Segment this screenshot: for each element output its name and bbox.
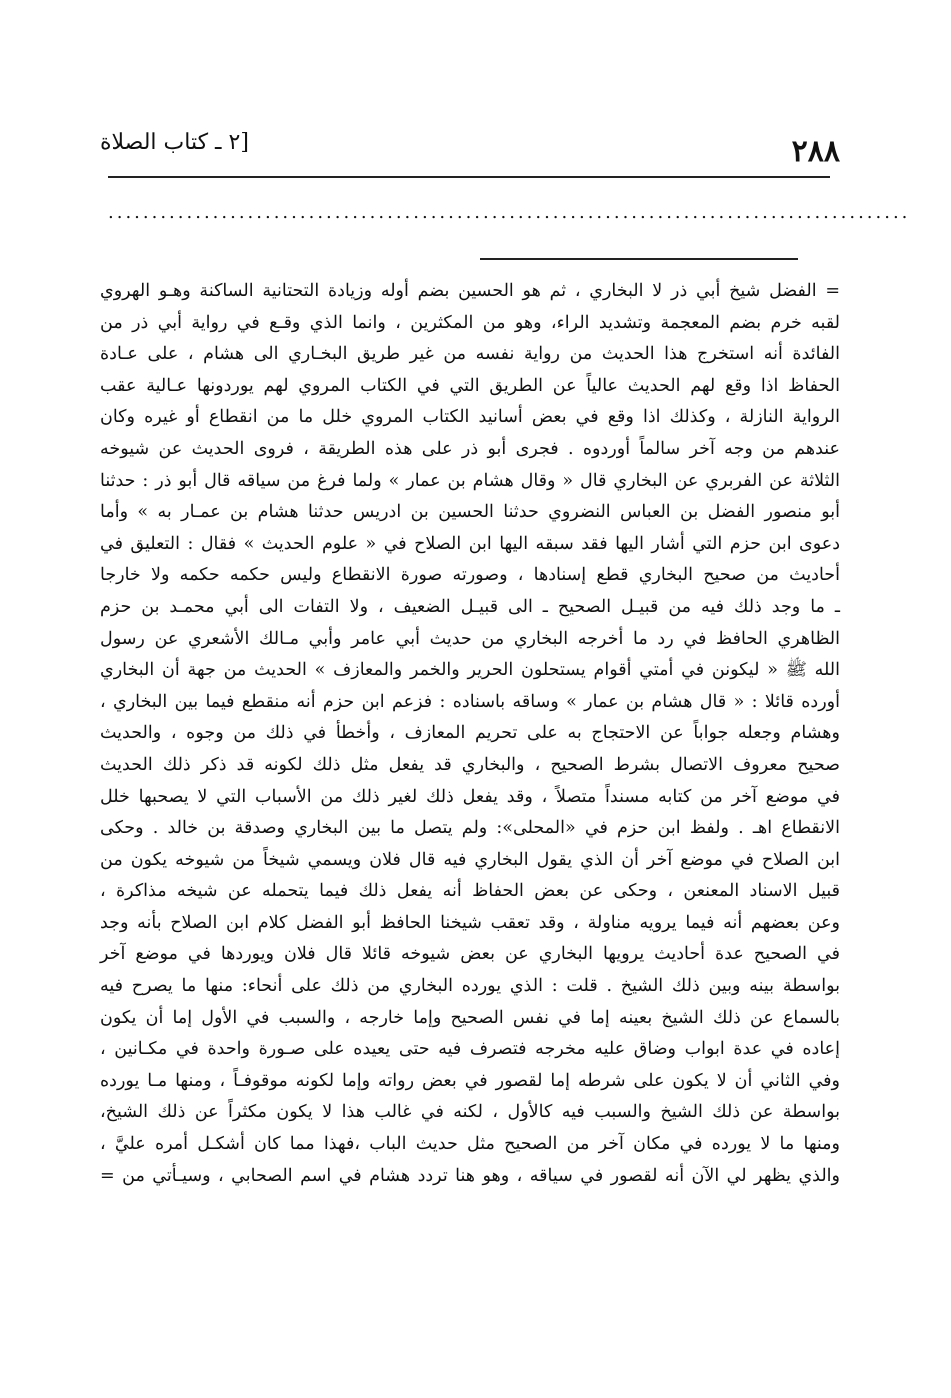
text-line: قبيل الاسناد المعنعن ، وحكى عن بعض الحفاظ أنه يفعل ذلك فيما يتحمله عن شيخه مذاكرة ، xyxy=(100,881,840,902)
text-line: وهشام وجعله جواباً عن الاحتجاج به على تحريم المعازف ، وأخطأ في ذلك من وجوه ، والحديث xyxy=(100,723,840,744)
text-line: وعن بعضهم أنه فيما يرويه مناولة ، وقد تعقب شيخنا الحافظ أبو الفضل كلام ابن الصلاح بأنه وجد xyxy=(100,912,840,933)
text-line: صحيح معروف الاتصال بشرط الصحيح ، والبخاري قد يفعل مثل ذلك لكونه قد ذكر ذلك الحديث xyxy=(100,754,840,775)
footnote-rule xyxy=(480,258,798,260)
page-header xyxy=(100,128,840,172)
text-line: ابن الصلاح في موضع آخر أن الذي يقول البخاري فيه قال فلان ويسمي شيخاً من شيوخه يكون من xyxy=(100,849,840,870)
text-line: إعاده في عدة ابواب وضاق عليه مخرجه فتصرف فيه حتى يعيده على صـورة واحدة في مكـانين ، xyxy=(100,1039,840,1060)
footnote-body xyxy=(100,276,840,1192)
text-line: ومنها ما لا يورده في مكان آخر من الصحيح مثل حديث الباب ،فهذا مما كان أشكـل أمره عليَّ ، xyxy=(100,1134,840,1155)
text-line: ـ ما وجد ذلك فيه من قبيـل الصحيح ـ الى قبيـل الضعيف ، ولا التفات الى أبي محمـد بن حزم xyxy=(100,596,840,617)
text-line: الفائدة أنه استخرج هذا الحديث من رواية نفسه من غير طريق البخـاري الى هشام ، على عـادة xyxy=(100,344,840,365)
text-line: الثلاثة عن الفربري عن البخاري قال « وقال هشام بن عمار » ولما فرغ من سياقه قال أبو ذر : حدثنا xyxy=(100,470,840,491)
text-line: الانقطاع اهـ . ولفظ ابن حزم في «المحلى»: ولم يتصل ما بين البخاري وصدقة بن خالد . وحكى xyxy=(100,818,840,839)
text-line: أبو منصور الفضل بن العباس النضروي حدثنا الحسين بن ادريس حدثنا هشام بن عمـار به » وأما xyxy=(100,502,840,523)
page-number: ٢٨٨ xyxy=(791,134,840,169)
text-line: الحفاظ اذا وقع لهم الحديث عالياً عن الطريق التي في الكتاب المروي لهم يوردونها عـالية عقب xyxy=(100,375,840,396)
text-line: بواسطة بينه وبين ذلك الشيخ . قلت : الذي يورده البخاري من ذلك على أنحاء: منها ما يصرح فيه xyxy=(100,976,840,997)
text-line: عندهم من وجه آخر سالماً أوردوه . فجرى أبو ذر على هذه الطريقة ، فروى الحديث عن شيوخه xyxy=(100,438,840,459)
text-line: الرواية النازلة ، وكذلك اذا وقع في بعض أسانيد الكتاب المروي خلل ما من انقطاع أو غيره وكان xyxy=(100,407,840,428)
dotted-separator: ............................................................................................ xyxy=(108,202,911,223)
header-rule xyxy=(108,176,830,178)
text-line: أورده قائلا : « قال هشام بن عمار » وساقه باسناده : فزعم ابن حزم أنه منقطع فيما بين البخاري ، xyxy=(100,691,840,712)
text-line: بالسماع عن ذلك الشيخ بعينه إما في نفس الصحيح وإما خارجه ، والسبب في الأول إما أن يكون xyxy=(100,1007,840,1028)
text-line: لقبه خرم بضم المعجمة وتشديد الراء، وهو من المكثرين ، وانما الذي وقـع في رواية أبي ذر من xyxy=(100,312,840,333)
text-line: دعوى ابن حزم التي أشار اليها فقد سبقه اليها ابن الصلاح في « علوم الحديث » فقال : التعليق في xyxy=(100,533,840,554)
text-line: وفي الثاني أن لا يكون على شرطه إما لقصور في بعض رواته وإما لكونه موقوفـاً ، ومنها مـا يورده xyxy=(100,1070,840,1091)
text-line: في الصحيح عدة أحاديث يرويها البخاري عن بعض شيوخه قائلا قال فلان ويوردها في موضع آخر xyxy=(100,944,840,965)
text-line: = الفضل شيخ أبي ذر لا البخاري ، ثم هو الحسين بضم أوله وزيادة التحتانية الساكنة وهـو الهروي xyxy=(100,281,840,301)
text-line: الظاهري الحافظ في رد ما أخرجه البخاري من حديث أبي عامر وأبي مـالك الأشعري عن رسول xyxy=(100,628,840,649)
text-line: في موضع آخر من كتابه مسنداً متصلاً ، وقد يفعل ذلك لغير ذلك من الأسباب التي لا يصحبها خلل xyxy=(100,786,840,807)
text-line: الله ﷺ « ليكونن في أمتي أقوام يستحلون الحرير والخمر والمعازف » الحديث من جهة أن البخاري xyxy=(100,660,840,681)
text-line: والذي يظهر لي الآن أنه لقصور في سياقه ، وهو هنا تردد هشام في اسم الصحابي ، وسيـأتي من = xyxy=(100,1165,840,1186)
running-title: [٢ ـ كتاب الصلاة xyxy=(100,130,249,155)
text-line: بواسطة عن ذلك الشيخ والسبب فيه كالأول ، لكنه في غالب هذا لا يكون مكثراً عن ذلك الشيخ، xyxy=(100,1102,840,1123)
text-line: أحاديث من صحيح البخاري قطع إسنادها ، وصورته صورة الانقطاع وليس حكمه حكمه ولا خارجا xyxy=(100,565,840,586)
